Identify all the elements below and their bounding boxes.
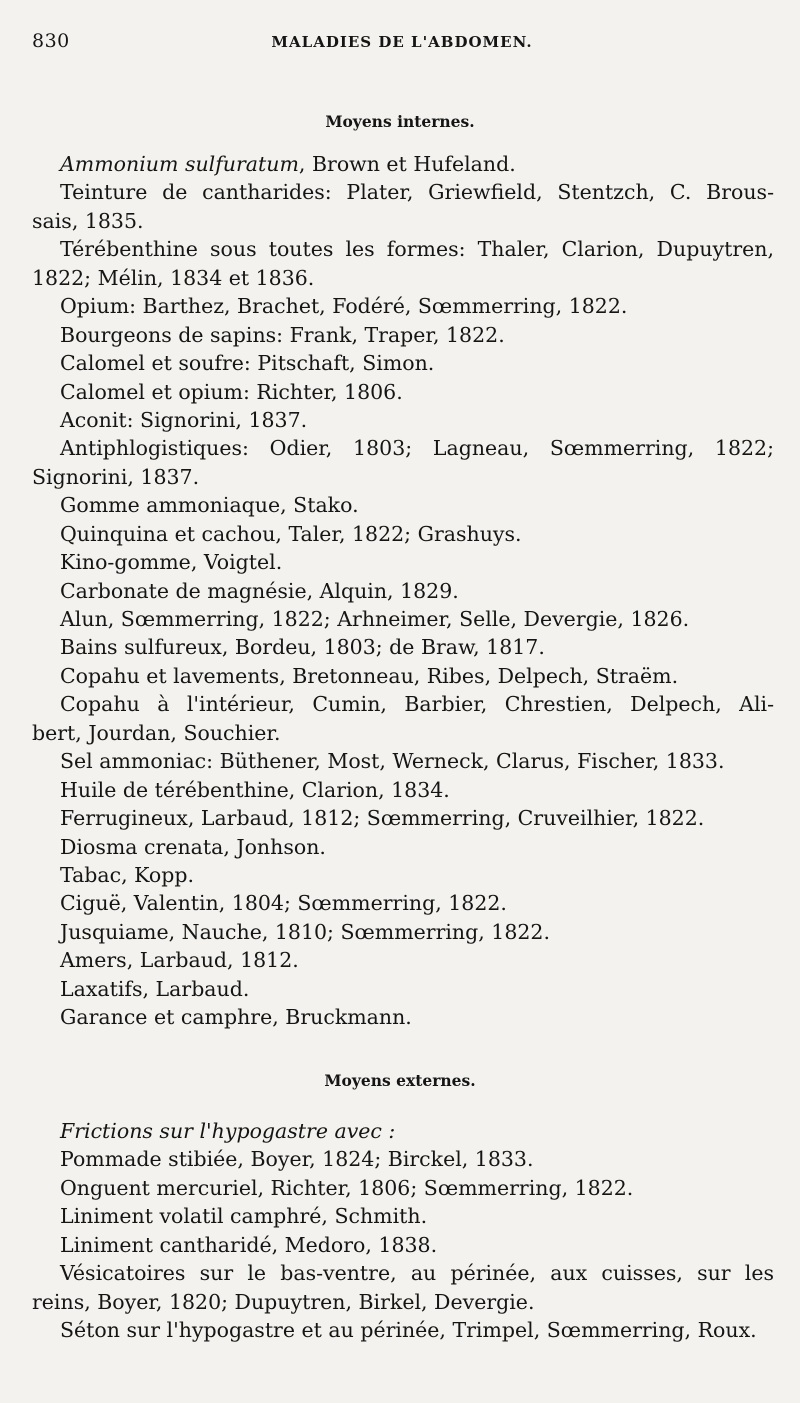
list-item: Diosma crenata, Jonhson. xyxy=(60,834,326,859)
list-item: Ferrugineux, Larbaud, 1812; Sœmmerring, Cruveilhier, 1822. xyxy=(60,806,705,831)
list-subheading: Frictions sur l'hypogastre avec : xyxy=(60,1119,396,1143)
list-item: Calomel et soufre: Pitschaft, Simon. xyxy=(60,351,435,376)
list-item: Liniment volatil camphré, Schmith. xyxy=(60,1204,428,1229)
list-item-continuation: Signorini, 1837. xyxy=(32,464,200,489)
list-item: Séton sur l'hypogastre et au périnée, Trimpel, Sœmmerring, Roux. xyxy=(60,1318,757,1343)
remedy-authors: , Brown et Hufeland. xyxy=(298,152,516,176)
list-item: Bains sulfureux, Bordeu, 1803; de Braw, 1817. xyxy=(60,635,545,660)
list-item xyxy=(32,150,774,178)
section-heading-external: Moyens externes. xyxy=(324,1071,476,1090)
list-item: Tabac, Kopp. xyxy=(60,862,195,887)
list-item: Alun, Sœmmerring, 1822; Arhneimer, Selle, Devergie, 1826. xyxy=(60,607,690,631)
external-remedies-list xyxy=(32,1117,774,1345)
list-item: Calomel et opium: Richter, 1806. xyxy=(60,379,403,404)
list-item: Gomme ammoniaque, Stako. xyxy=(60,493,359,518)
list-item: Kino-gomme, Voigtel. xyxy=(60,550,283,575)
list-item: Térébenthine sous toutes les formes: Thaler, Clarion, Dupuytren, xyxy=(60,237,774,262)
list-item: Liniment cantharidé, Medoro, 1838. xyxy=(60,1232,438,1257)
list-item: Pommade stibiée, Boyer, 1824; Birckel, 1833. xyxy=(60,1147,534,1172)
list-item: Antiphlogistiques: Odier, 1803; Lagneau, Sœmmerring, 1822; xyxy=(60,436,774,461)
page-header xyxy=(32,30,772,64)
list-item: Copahu et lavements, Bretonneau, Ribes, Delpech, Straëm. xyxy=(60,663,679,688)
list-item: Vésicatoires sur le bas-ventre, au périnée, aux cuisses, sur les xyxy=(60,1261,774,1286)
list-item: Teinture de cantharides: Plater, Griewfield, Stentzch, C. Brous- xyxy=(60,180,774,205)
list-item: Opium: Barthez, Brachet, Fodéré, Sœmmerring, 1822. xyxy=(60,294,628,319)
list-item: Ciguë, Valentin, 1804; Sœmmerring, 1822. xyxy=(60,891,507,916)
list-item: Huile de térébenthine, Clarion, 1834. xyxy=(60,777,450,802)
list-item: Carbonate de magnésie, Alquin, 1829. xyxy=(60,578,459,603)
list-item: Aconit: Signorini, 1837. xyxy=(60,407,308,432)
list-item: Sel ammoniac: Büthener, Most, Werneck, Clarus, Fischer, 1833. xyxy=(60,749,725,774)
section-heading-internal: Moyens internes. xyxy=(325,112,475,131)
list-item: Copahu à l'intérieur, Cumin, Barbier, Chrestien, Delpech, Ali- xyxy=(60,692,774,717)
list-item-continuation: sais, 1835. xyxy=(32,208,144,233)
list-item: Laxatifs, Larbaud. xyxy=(60,976,250,1001)
internal-remedies-list xyxy=(32,150,774,1032)
list-item: Amers, Larbaud, 1812. xyxy=(60,948,299,973)
running-title: MALADIES DE L'ABDOMEN. xyxy=(271,33,533,51)
list-item: Onguent mercuriel, Richter, 1806; Sœmmerring, 1822. xyxy=(60,1175,634,1200)
list-item-continuation: bert, Jourdan, Souchier. xyxy=(32,720,281,745)
list-item-continuation: reins, Boyer, 1820; Dupuytren, Birkel, Devergie. xyxy=(32,1289,535,1314)
list-item-continuation: 1822; Mélin, 1834 et 1836. xyxy=(32,265,315,290)
list-item: Jusquiame, Nauche, 1810; Sœmmerring, 1822. xyxy=(60,919,550,944)
list-item: Garance et camphre, Bruckmann. xyxy=(60,1005,412,1030)
page-number: 830 xyxy=(32,30,70,52)
list-item: Bourgeons de sapins: Frank, Traper, 1822. xyxy=(60,322,505,347)
list-item: Quinquina et cachou, Taler, 1822; Grashuys. xyxy=(60,521,522,546)
remedy-name-italic: Ammonium sulfuratum xyxy=(60,152,299,176)
